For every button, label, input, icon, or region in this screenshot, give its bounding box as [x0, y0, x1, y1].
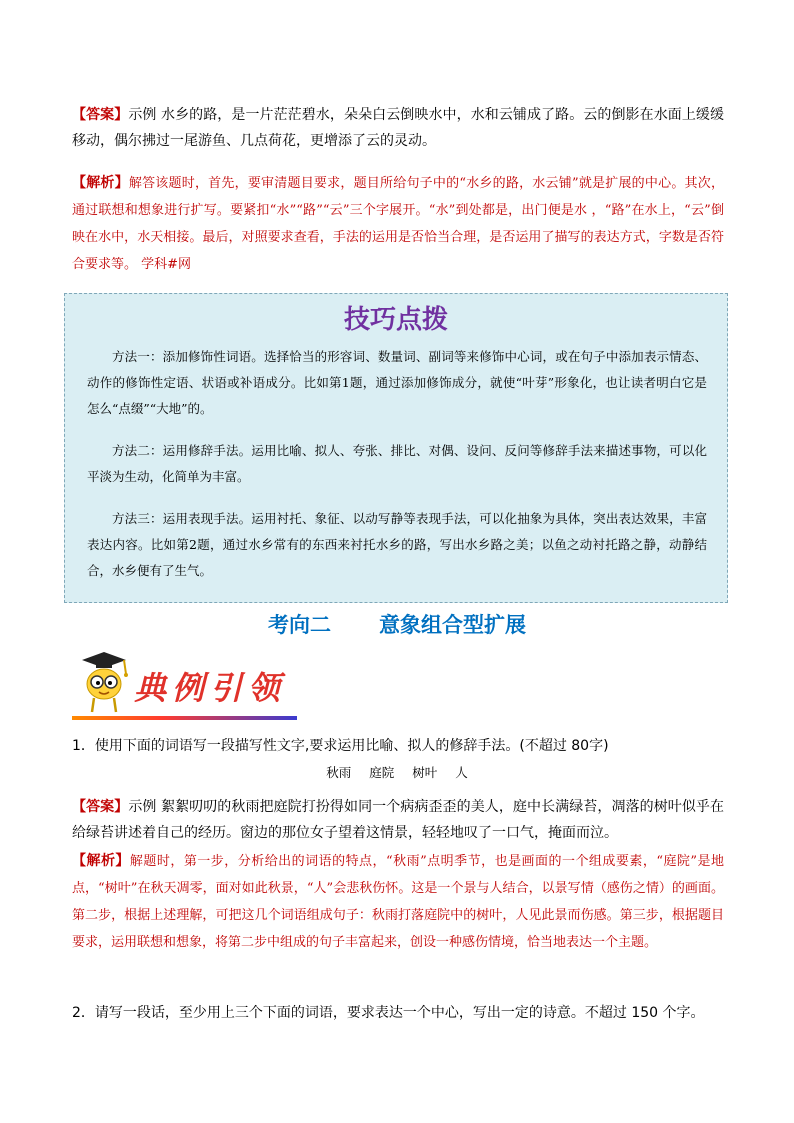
tip-method-1: 方法一：添加修饰性词语。选择恰当的形容词、数量词、副词等来修饰中心词，或在句子中添加表示情态、动作的修饰性定语、状语或补语成分。比如第1题，通过添加修饰成分，就使“叶芽”形象化，也让读者明白它是怎么“点缀”“大地”的。	[87, 349, 707, 416]
answer-paragraph-1	[72, 102, 724, 154]
answer-text: 示例 水乡的路，是一片茫茫碧水，朵朵白云倒映水中，水和云铺成了路。云的倒影在水面上缓缓移动，偶尔拂过一尾游鱼、几点荷花，更增添了云的灵动。	[72, 107, 724, 149]
analysis-tag: 【解析】	[72, 853, 130, 869]
tip-method-2: 方法二：运用修辞手法。运用比喻、拟人、夸张、排比、对偶、设问、反问等修辞手法来描述事物，可以化平淡为生动，化简单为丰富。	[87, 443, 707, 484]
analysis-tag: 【解析】	[72, 175, 129, 191]
answer-text: 示例 絮絮叨叨的秋雨把庭院打扮得如同一个病病歪歪的美人，庭中长满绿苔，凋落的树叶似乎在给绿苔讲述着自己的经历。窗边的那位女子望着这情景，轻轻地叹了一口气，掩面而泣。	[72, 799, 724, 841]
section-heading-part2: 意象组合型扩展	[379, 613, 526, 637]
analysis-paragraph-2	[72, 848, 724, 956]
question-1: 1．使用下面的词语写一段描写性文字,要求运用比喻、拟人的修辞手法。(不超过 80字)	[72, 738, 609, 754]
tip-method-3: 方法三：运用表现手法。运用衬托、象征、以动写静等表现手法，可以化抽象为具体，突出表达效果，丰富表达内容。比如第2题，通过水乡常有的东西来衬托水乡的路，写出水乡路之美；以鱼之动衬托路之静，动静结合，水乡便有了生气。	[87, 511, 707, 578]
question-2: 2．请写一段话，至少用上三个下面的词语，要求表达一个中心，写出一定的诗意。不超过 150 个字。	[72, 1005, 705, 1021]
section-heading	[0, 608, 794, 642]
answer-paragraph-2	[72, 794, 724, 846]
tips-box	[64, 293, 728, 603]
analysis-text: 解答该题时，首先，要审清题目要求，题目所给句子中的“水乡的路，水云铺”就是扩展的中心。其次，通过联想和想象进行扩写。要紧扣“水”“路”“云”三个字展开。“水”到处都是，出门便是水 ，“路”在水上，“云”倒映在水中，水天相接。最后，对照要求查看，手法的运用是否恰当合理，是否运用了描写的表达方式，字数是否符合要求等。 学科#网	[72, 176, 724, 272]
banner-title: 典例引领	[134, 669, 287, 707]
example-banner	[72, 650, 297, 720]
banner-underline	[72, 716, 297, 720]
analysis-text: 解题时，第一步，分析给出的词语的特点，“秋雨”点明季节，也是画面的一个组成要素，“庭院”是地点，“树叶”在秋天凋零，面对如此秋景，“人”会悲秋伤怀。这是一个景与人结合，以景写情（感伤之情）的画面。第二步，根据上述理解，可把这几个词语组成句子：秋雨打落庭院中的树叶，人见此景而伤感。第三步，根据题目要求，运用联想和想象，将第二步中组成的句子丰富起来，创设一种感伤情境，恰当地表达一个主题。	[72, 854, 725, 950]
question-1-words: 秋雨 庭院 树叶 人	[326, 765, 468, 780]
answer-tag: 【答案】	[72, 107, 129, 123]
cartoon-graduate-icon	[72, 650, 132, 716]
analysis-paragraph-1	[72, 170, 724, 278]
tips-title: 技巧点拨	[343, 305, 448, 335]
answer-tag: 【答案】	[72, 799, 129, 815]
section-heading-part1: 考向二	[268, 613, 331, 637]
